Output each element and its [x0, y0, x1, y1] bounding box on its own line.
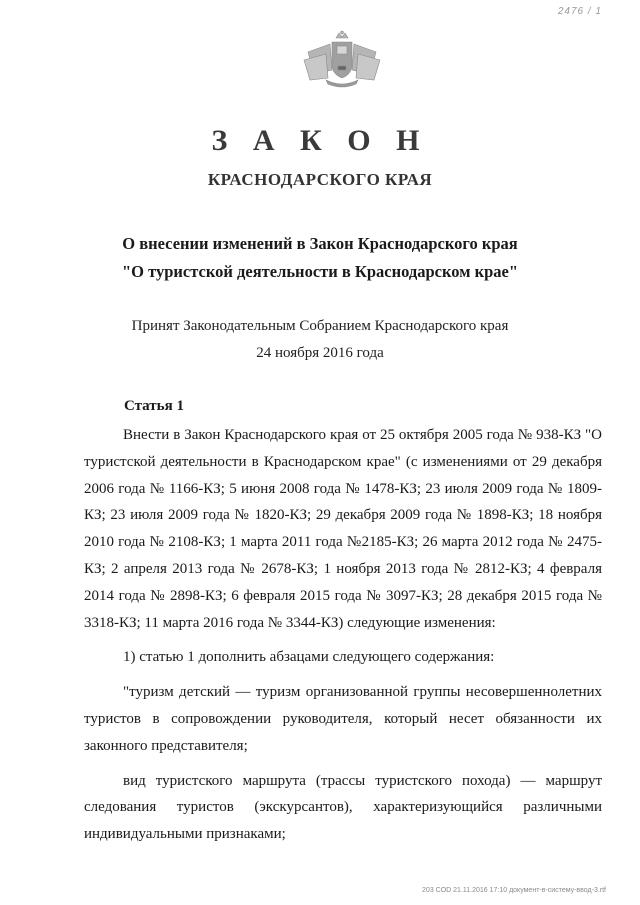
paragraph: "туризм детский — туризм организованной группы несовершеннолетних туристов в сопровождении руководителя, который несет обязанности их законного представителя; — [84, 684, 602, 754]
document-title: З А К О Н — [211, 124, 429, 157]
article-body — [84, 422, 602, 848]
law-heading-line-2: "О туристской деятельности в Краснодарском крае" — [121, 262, 519, 281]
article-title: Статья 1 — [124, 398, 184, 414]
paragraph: 1) статью 1 дополнить абзацами следующего содержания: — [123, 649, 495, 666]
krasnodar-coat-of-arms-icon — [300, 30, 384, 88]
paragraph: Внести в Закон Краснодарского края от 25 октября 2005 года № 938-КЗ "О туристской деятельности в Краснодарском крае" (с изменениями от 29 декабря 2006 года № 1166-КЗ; 5 июня 2008 года № 1478-КЗ; 23 июля 2009 года № 1809-КЗ; 23 июля 2009 года № 1820-КЗ; 29 декабря 2009 года № 1898-КЗ; 18 ноября 2010 года № 2108-КЗ; 1 марта 2011 года №2185-КЗ; 26 марта 2012 года № 2475-КЗ; 2 апреля 2013 года № 2678-КЗ; 1 ноября 2013 года № 2812-КЗ; 4 февраля 2014 года № 2898-КЗ; 6 февраля 2015 года № 3097-КЗ; 28 декабря 2015 года № 3318-КЗ; 11 марта 2016 года № 3344-КЗ) следующие изменения: — [84, 427, 602, 631]
paragraph: вид туристского маршрута (трассы туристского похода) — маршрут следования туристов (экскурсантов), характеризующийся различными индивидуальными признаками; — [84, 772, 602, 843]
registration-stamp: 2476 / 1 — [557, 6, 602, 17]
law-heading-line-1: О внесении изменений в Закон Краснодарского края — [122, 234, 518, 253]
footer-file-reference: 203 COD 21.11.2016 17:10 документ-в-систему-ввод-3.rtf — [422, 887, 606, 894]
adoption-date: 24 ноября 2016 года — [256, 345, 384, 361]
document-subtitle: КРАСНОДАРСКОГО КРАЯ — [207, 170, 433, 189]
adoption-line-1: Принят Законодательным Собранием Краснодарского края — [131, 318, 509, 334]
